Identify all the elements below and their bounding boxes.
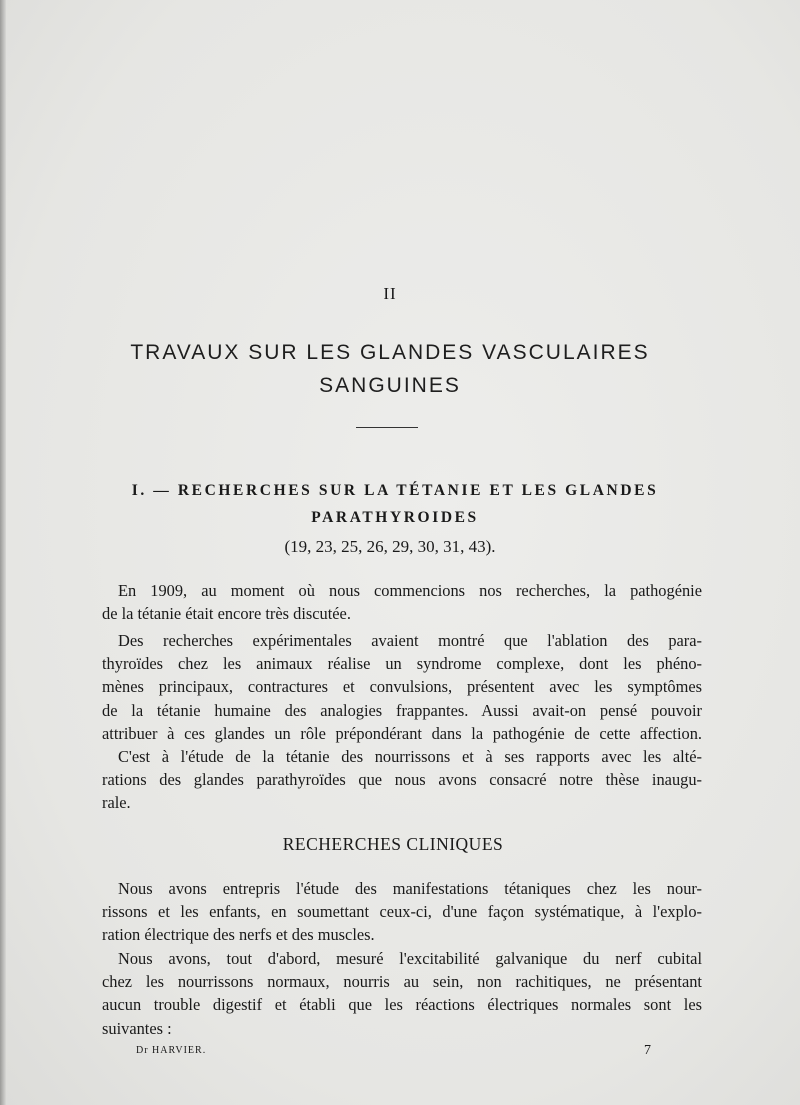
paragraph-line: suivantes : bbox=[102, 1018, 172, 1038]
paragraph-4 bbox=[102, 877, 702, 947]
paragraph-line: mènes principaux, contractures et convulsions, présentent avec les symptômes bbox=[102, 677, 702, 697]
paragraph-line: rations des glandes parathyroïdes que nous avons consacré notre thèse inaugu- bbox=[102, 770, 702, 790]
paragraph-line: de la tétanie était encore très discutée. bbox=[102, 604, 351, 624]
paragraph-line: de la tétanie humaine des analogies frappantes. Aussi avait-on pensé pouvoir bbox=[102, 700, 702, 720]
paragraph-line: thyroïdes chez les animaux réalise un syndrome complexe, dont les phéno- bbox=[102, 654, 702, 674]
paragraph-line: Nous avons entrepris l'étude des manifestations tétaniques chez les nour- bbox=[118, 879, 702, 898]
section-heading-line-2: PARATHYROIDES bbox=[311, 509, 479, 526]
footer-author: Dr HARVIER. bbox=[136, 1045, 207, 1056]
paragraph-line: C'est à l'étude de la tétanie des nourrissons et à ses rapports avec les alté- bbox=[118, 747, 702, 766]
paragraph-line: En 1909, au moment où nous commencions nos recherches, la pathogénie bbox=[118, 581, 702, 600]
paragraph-3 bbox=[102, 745, 702, 815]
paragraph-line: rale. bbox=[102, 793, 131, 813]
paragraph-1 bbox=[102, 579, 702, 625]
paragraph-line: Nous avons, tout d'abord, mesuré l'excitabilité galvanique du nerf cubital bbox=[118, 949, 702, 968]
chapter-number: II bbox=[383, 284, 397, 303]
paragraph-line: attribuer à ces glandes un rôle prépondérant dans la pathogénie de cette affection. bbox=[102, 723, 702, 743]
paragraph-line: Des recherches expérimentales avaient montré que l'ablation des para- bbox=[118, 631, 702, 650]
title-divider bbox=[356, 427, 418, 428]
section-references: (19, 23, 25, 26, 29, 30, 31, 43). bbox=[284, 537, 496, 556]
paragraph-line: chez les nourrissons normaux, nourris au sein, non rachitiques, ne présentant bbox=[102, 972, 702, 992]
paragraph-2 bbox=[102, 629, 702, 745]
paragraph-line: rissons et les enfants, en soumettant ceux-ci, d'une façon systématique, à l'explo- bbox=[102, 902, 702, 922]
subsection-heading: RECHERCHES CLINIQUES bbox=[282, 834, 504, 854]
page-number: 7 bbox=[644, 1043, 651, 1058]
chapter-title-line-1: TRAVAUX SUR LES GLANDES VASCULAIRES bbox=[130, 341, 650, 364]
section-heading-line-1: I. — RECHERCHES SUR LA TÉTANIE ET LES GLANDES bbox=[131, 482, 659, 499]
paragraph-line: ration électrique des nerfs et des muscles. bbox=[102, 925, 375, 945]
chapter-title-line-2: SANGUINES bbox=[319, 374, 461, 397]
paragraph-5 bbox=[102, 947, 702, 1040]
paragraph-line: aucun trouble digestif et établi que les réactions électriques normales sont les bbox=[102, 995, 702, 1015]
